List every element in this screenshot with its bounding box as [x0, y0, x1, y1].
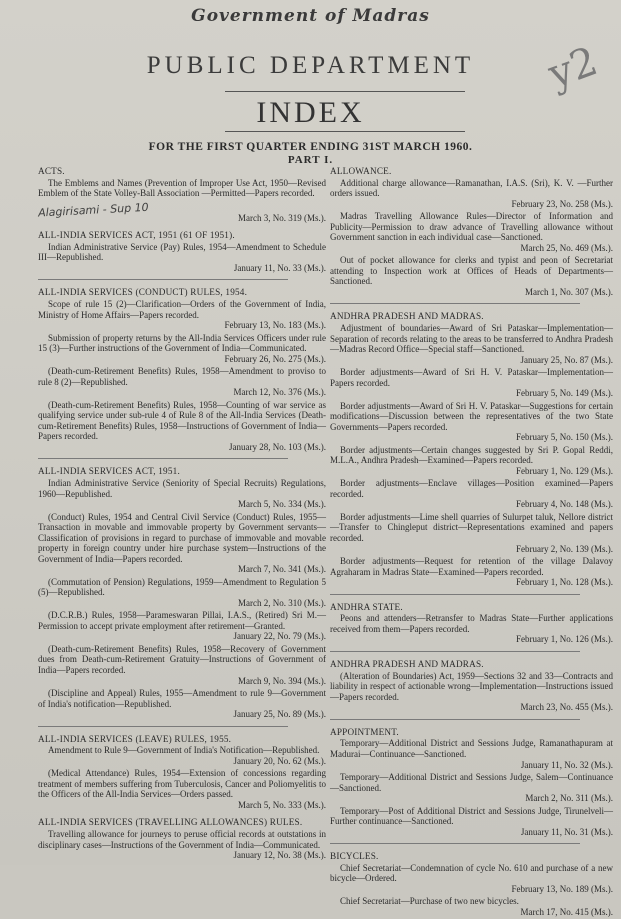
section-title: ALL-INDIA SERVICES (TRAVELLING ALLOWANCES) RULES.: [38, 817, 303, 828]
section-divider: [330, 719, 580, 720]
index-entry: (Conduct) Rules, 1954 and Central Civil Service (Conduct) Rules, 1955—Transaction in movable and immovable property by Government servants—Classification of provisions in regard to purchase of immovable and movable property in foreign country under hire purchase system—Instructions of the Government of India—Papers recorded.: [38, 511, 326, 564]
section-divider: [38, 458, 288, 459]
entry-reference: January 11, No. 31 (Ms.).: [520, 826, 613, 837]
entry-reference: March 25, No. 469 (Ms.).: [520, 242, 613, 253]
entry-reference: February 26, No. 275 (Ms.).: [224, 353, 326, 364]
left-column: [38, 166, 326, 863]
title-rule-top: [225, 91, 465, 92]
index-entry: Indian Administrative Service (Pay) Rules, 1954—Amendment to Schedule III—Republished.: [38, 241, 326, 263]
section-title: ALL-INDIA SERVICES (CONDUCT) RULES, 1954.: [38, 287, 248, 298]
entry-reference: January 28, No. 103 (Ms.).: [229, 441, 326, 452]
index-entry: Temporary—Additional District and Sessions Judge, Salem—Continuance—Sanctioned.: [330, 772, 613, 793]
section-divider: [330, 594, 580, 595]
entry-reference: January 20, No. 62 (Ms.).: [233, 755, 326, 766]
index-entry: Border adjustments—Lime shell quarries of Sulurpet taluk, Nellore district—Transfer to Chingleput district—Representations examined and papers recorded.: [330, 511, 613, 543]
index-entry: (Alteration of Boundaries) Act, 1959—Sections 32 and 33—Contracts and liability in respect of actionable wrong—Implementation—Instructions issued—Papers recorded.: [330, 670, 613, 702]
index-entry: (D.C.R.B.) Rules, 1958—Parameswaran Pillai, I.A.S., (Retired) Sri M.—Permission to accept private employment after retirement—Granted.: [38, 610, 326, 631]
index-entry: Travelling allowance for journeys to peruse official records at outstations in disciplinary cases—Instructions of the Government of India—Communicated.: [38, 829, 326, 850]
entry-reference: February 23, No. 258 (Ms.).: [511, 198, 613, 209]
entry-reference: March 5, No. 333 (Ms.).: [238, 799, 326, 810]
section-title: APPOINTMENT.: [330, 726, 399, 737]
section-divider: [330, 303, 580, 304]
index-title: INDEX: [256, 96, 365, 129]
entry-reference: January 12, No. 38 (Ms.).: [233, 850, 326, 861]
index-entry: (Death-cum-Retirement Benefits) Rules, 1958—Counting of war service as qualifying service under sub-rule 4 of Rule 8 of the All-India Services (Death-cum-Retirement Benefits) Rules, 1958—Instructions of Government of India—Papers recorded.: [38, 399, 326, 442]
section-title: ALL-INDIA SERVICES (LEAVE) RULES, 1955.: [38, 733, 232, 744]
section-title: ALLOWANCE.: [330, 166, 392, 176]
index-entry: Border adjustments—Award of Sri H. V. Pataskar—Implementation—Papers recorded.: [330, 367, 613, 388]
entry-reference: March 23, No. 455 (Ms.).: [520, 702, 613, 713]
entry-reference: March 17, No. 415 (Ms.).: [520, 906, 613, 917]
index-entry: Temporary—Post of Additional District and Sessions Judge, Tirunelveli—Further continuance—Sanctioned.: [330, 805, 613, 827]
index-entry: The Emblems and Names (Prevention of Improper Use Act, 1950—Revised Emblem of the State Volley-Ball Association —Permitted—Papers recorded.: [38, 177, 326, 199]
government-title: Government of Madras: [191, 6, 430, 26]
index-entry: Additional charge allowance—Ramanathan, I.A.S. (Sri), K. V. —Further orders issued.: [330, 177, 613, 199]
index-entry: Border adjustments—Enclave villages—Position examined—Papers recorded.: [330, 478, 613, 499]
index-entry: Temporary—Additional District and Sessions Judge, Ramanathapuram at Madurai—Continuance—Sanctioned.: [330, 738, 613, 759]
section-divider: [330, 843, 580, 844]
index-entry: Border adjustments—Request for retention of the village Dalavoy Agraharam in Madras State—Examined—Papers recorded.: [330, 556, 613, 577]
entry-reference: March 3, No. 319 (Ms.).: [238, 212, 326, 223]
entry-reference: March 9, No. 394 (Ms.).: [238, 675, 326, 686]
entry-reference: February 2, No. 139 (Ms.).: [516, 543, 613, 554]
entry-reference: January 11, No. 33 (Ms.).: [233, 262, 326, 273]
entry-reference: January 25, No. 87 (Ms.).: [520, 354, 613, 365]
section-divider: [38, 726, 288, 727]
handwritten-annotation: Alagirisami - Sup 10: [37, 200, 149, 220]
index-entry: Madras Travelling Allowance Rules—Director of Information and Publicity—Permission to draw advance of Travelling allowance without Government sanction in each individual case—Sanctioned.: [330, 211, 613, 243]
entry-reference: February 13, No. 189 (Ms.).: [511, 883, 613, 894]
entry-reference: March 1, No. 307 (Ms.).: [525, 286, 613, 297]
index-entry: (Death-cum-Retirement Benefits) Rules, 1958—Amendment to proviso to rule 8 (2)—Republished.: [38, 366, 326, 387]
handwritten-corner-mark: y2: [542, 38, 604, 98]
entry-reference: January 25, No. 89 (Ms.).: [233, 709, 326, 720]
title-rule-bottom: [225, 131, 465, 132]
entry-reference: February 1, No. 126 (Ms.).: [516, 634, 613, 645]
index-entry: Out of pocket allowance for clerks and typist and peon of Secretariat attending to Inspection work at Offices of Heads of Departments—Sanctioned.: [330, 255, 613, 287]
section-title: ANDHRA PRADESH AND MADRAS.: [330, 311, 484, 322]
right-column: [330, 166, 613, 919]
index-entry: Border adjustments—Certain changes suggested by Sri P. Gopal Reddi, M.L.A., Andhra Pradesh—Examined—Papers recorded.: [330, 444, 613, 466]
index-entry: Scope of rule 15 (2)—Clarification—Orders of the Government of India, Ministry of Home Affairs—Papers recorded.: [38, 299, 326, 320]
part-label: PART I.: [287, 154, 334, 166]
index-entry: Submission of property returns by the All-India Services Officers under rule 15 (3)—Further instructions of the Government of India—Communicated.: [38, 332, 326, 354]
department-title: PUBLIC DEPARTMENT: [146, 52, 475, 79]
index-entry: (Medical Attendance) Rules, 1954—Extension of concessions regarding treatment of members suffering from Tuberculosis, Cancer and Poliomyelitis to the Officers of the All-India Services—Orders passed.: [38, 768, 326, 800]
quarter-line: FOR THE FIRST QUARTER ENDING 31ST MARCH 1960.: [148, 141, 473, 153]
entry-reference: February 4, No. 148 (Ms.).: [516, 499, 613, 510]
entry-reference: February 13, No. 183 (Ms.).: [224, 320, 326, 331]
entry-reference: January 11, No. 32 (Ms.).: [520, 759, 613, 770]
entry-reference: February 1, No. 129 (Ms.).: [516, 465, 613, 476]
entry-reference: March 2, No. 311 (Ms.).: [525, 793, 613, 804]
entry-reference: March 2, No. 310 (Ms.).: [238, 597, 326, 608]
section-title: BICYCLES.: [330, 851, 379, 862]
index-entry: Peons and attenders—Retransfer to Madras State—Further applications received from them—Papers recorded.: [330, 613, 613, 634]
section-title: ACTS.: [38, 166, 65, 176]
entry-reference: February 1, No. 128 (Ms.).: [516, 577, 613, 588]
entry-reference: January 22, No. 79 (Ms.).: [233, 631, 326, 642]
index-entry: Amendment to Rule 9—Government of India's Notification—Republished.: [48, 745, 320, 756]
section-title: ANDHRA STATE.: [330, 601, 403, 612]
index-entry: (Discipline and Appeal) Rules, 1955—Amendment to rule 9—Government of India's notification—Republished.: [38, 688, 326, 709]
entry-reference: February 5, No. 150 (Ms.).: [516, 432, 613, 443]
section-title: ALL-INDIA SERVICES ACT, 1951 (61 OF 1951).: [38, 230, 235, 241]
index-entry: Border adjustments—Award of Sri H. V. Pataskar—Suggestions for certain modifications—Discussion between the representatives of the two State Governments—Papers recorded.: [330, 400, 613, 432]
section-divider: [38, 279, 288, 280]
index-entry: Adjustment of boundaries—Award of Sri Pataskar—Implementation—Separation of records relating to the areas to be transferred to Andhra Pradesh—Madras Record Office—Special staff—Sanctioned.: [330, 323, 613, 355]
entry-reference: February 5, No. 149 (Ms.).: [516, 388, 613, 399]
section-title: ANDHRA PRADESH AND MADRAS.: [330, 658, 484, 669]
index-entry: (Death-cum-Retirement Benefits) Rules, 1958—Recovery of Government dues from Death-cum-Retirement Gratuity—Instructions of Government of India—Papers recorded.: [38, 643, 326, 675]
entry-reference: March 7, No. 341 (Ms.).: [238, 564, 326, 575]
section-divider: [330, 651, 580, 652]
entry-reference: March 5, No. 334 (Ms.).: [238, 499, 326, 510]
entry-reference: March 12, No. 376 (Ms.).: [233, 387, 326, 398]
index-entry: Chief Secretariat—Purchase of two new bicycles.: [340, 896, 519, 907]
index-entry: Chief Secretariat—Condemnation of cycle No. 610 and purchase of a new bicycle—Ordered.: [330, 862, 613, 884]
index-entry: (Commutation of Pension) Regulations, 1959—Amendment to Regulation 5 (5)—Republished.: [38, 576, 326, 598]
section-title: ALL-INDIA SERVICES ACT, 1951.: [38, 466, 180, 477]
index-entry: Indian Administrative Service (Seniority of Special Recruits) Regulations, 1960—Republished.: [38, 478, 326, 499]
